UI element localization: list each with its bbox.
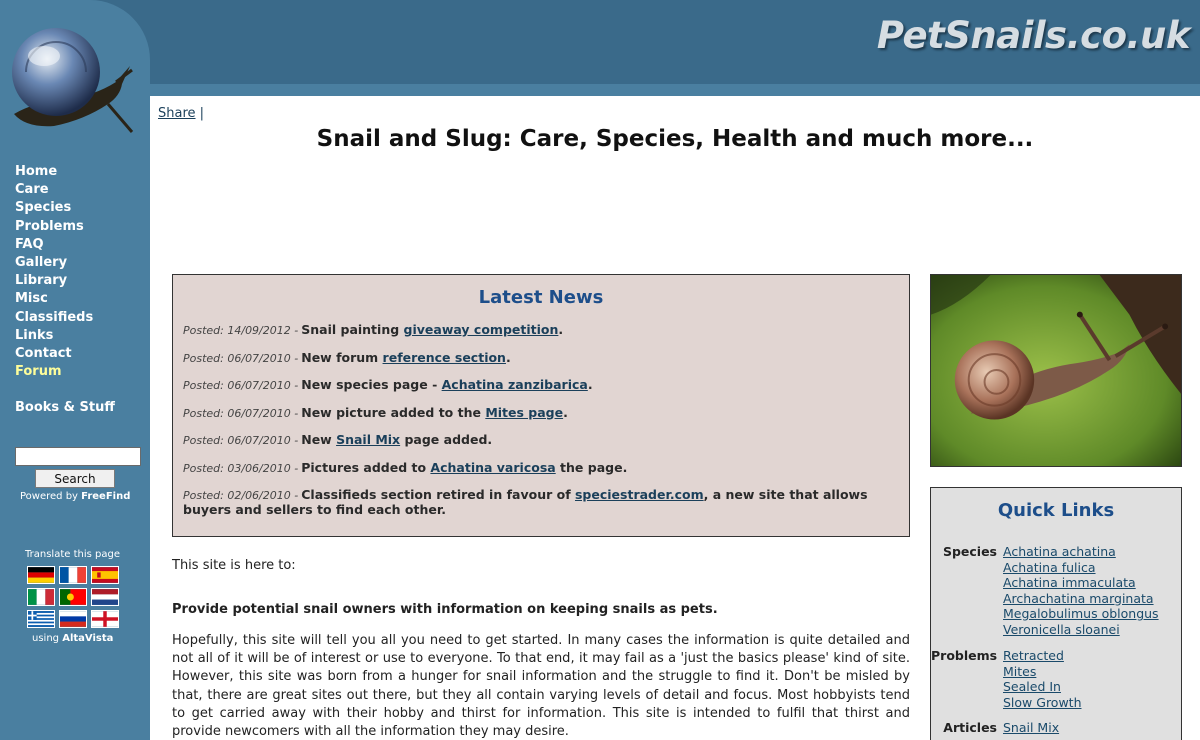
nav-faq[interactable]: FAQ bbox=[15, 236, 44, 252]
nav-links[interactable]: Links bbox=[15, 327, 54, 343]
quick-link-sealed-in[interactable]: Sealed In bbox=[1003, 679, 1061, 694]
quick-links-problems-label: Problems bbox=[931, 648, 998, 663]
news-list bbox=[183, 323, 901, 530]
page-title: Snail and Slug: Care, Species, Health and much more... bbox=[316, 126, 1034, 152]
quick-link-megalobulimus-oblongus[interactable]: Megalobulimus oblongus bbox=[1003, 606, 1159, 621]
quick-link-retracted[interactable]: Retracted bbox=[1003, 648, 1064, 663]
news-text: New species page - bbox=[301, 377, 442, 392]
quick-link-slow-growth[interactable]: Slow Growth bbox=[1003, 694, 1082, 710]
intro-paragraph: Hopefully, this site will tell you all you need to get started. In many cases the information is quite detailed and not all of it will be of interest or use to everyone. To that end, it may fail as a 'just the basics please' kind of site. However, this site was born from a hunger for snail information and the struggle to find it. Don't be misled by that, there are great sites out there, but they all contain varying levels of detail and focus. Most hobbyists tend to get carried away with their hobby and thirst for information. This site is intended to fulfil that thirst and provide newcomers with all the information they may desire. bbox=[172, 633, 910, 740]
nav-forum[interactable]: Forum bbox=[15, 364, 62, 380]
using-prefix: using bbox=[32, 633, 60, 644]
freefind-link[interactable]: FreeFind bbox=[81, 491, 131, 502]
nav-misc[interactable]: Misc bbox=[15, 291, 48, 307]
news-text-suffix: . bbox=[563, 404, 568, 420]
share-bar bbox=[158, 106, 204, 121]
nav-library[interactable]: Library bbox=[15, 273, 68, 289]
greek-flag-icon[interactable] bbox=[27, 610, 55, 628]
news-text: Snail painting bbox=[301, 322, 404, 337]
nav-care[interactable]: Care bbox=[15, 182, 49, 198]
quick-links-problems bbox=[931, 648, 1183, 710]
snail-photo bbox=[930, 274, 1182, 467]
news-posted-date: Posted: 06/07/2010 - bbox=[183, 434, 299, 447]
nav-home[interactable]: Home bbox=[15, 164, 58, 179]
quick-links-box bbox=[930, 487, 1182, 740]
news-link[interactable]: Snail Mix bbox=[336, 432, 401, 447]
nav-gallery[interactable]: Gallery bbox=[15, 255, 68, 271]
news-text-suffix: . bbox=[558, 322, 564, 337]
quick-links-heading: Quick Links bbox=[997, 500, 1115, 521]
spanish-flag-icon[interactable] bbox=[91, 566, 119, 584]
news-text-suffix: . bbox=[587, 377, 593, 392]
news-text: New forum bbox=[301, 349, 383, 365]
search-input[interactable] bbox=[15, 447, 141, 466]
news-posted-date: Posted: 03/06/2010 - bbox=[183, 461, 299, 475]
powered-by bbox=[20, 491, 130, 502]
portuguese-flag-icon[interactable] bbox=[59, 588, 87, 606]
snail-logo[interactable] bbox=[4, 22, 136, 140]
quick-link-mites[interactable]: Mites bbox=[1003, 663, 1037, 679]
site-title: PetSnails.co.uk bbox=[876, 14, 1190, 57]
news-item bbox=[183, 323, 901, 338]
news-text: Classifieds section retired in favour of bbox=[301, 487, 575, 502]
quick-link-snail-mix[interactable]: Snail Mix bbox=[1003, 720, 1060, 735]
news-posted-date: Posted: 02/06/2010 - bbox=[183, 489, 299, 502]
quick-links-species-label: Species bbox=[942, 544, 997, 559]
news-link[interactable]: Achatina varicosa bbox=[430, 459, 556, 475]
share-link[interactable]: Share bbox=[158, 106, 196, 121]
italian-flag-icon[interactable] bbox=[27, 588, 55, 606]
nav-species[interactable]: Species bbox=[15, 200, 72, 216]
nav-classifieds[interactable]: Classifieds bbox=[15, 309, 94, 325]
news-item bbox=[183, 461, 901, 476]
main-nav bbox=[15, 163, 93, 381]
news-link[interactable]: Mites page bbox=[485, 404, 564, 420]
news-item bbox=[183, 433, 901, 448]
mission-statement: Provide potential snail owners with information on keeping snails as pets. bbox=[172, 602, 718, 617]
nav-problems[interactable]: Problems bbox=[15, 218, 84, 234]
news-item bbox=[183, 351, 901, 366]
news-posted-date: Posted: 06/07/2010 - bbox=[183, 406, 299, 420]
powered-by-prefix: Powered by bbox=[20, 491, 78, 502]
german-flag-icon[interactable] bbox=[27, 566, 55, 584]
nav-contact[interactable]: Contact bbox=[15, 346, 72, 362]
news-text-suffix: . bbox=[505, 349, 511, 365]
news-item bbox=[183, 378, 901, 393]
intro-text: This site is here to: bbox=[172, 558, 296, 573]
news-text: Pictures added to bbox=[301, 459, 431, 475]
quick-links-articles bbox=[931, 720, 1183, 736]
sidebar bbox=[0, 0, 150, 740]
russian-flag-icon[interactable] bbox=[59, 610, 87, 628]
nav-books-and-stuff[interactable]: Books & Stuff bbox=[15, 400, 115, 415]
quick-links-species bbox=[931, 544, 1183, 637]
main-content bbox=[150, 96, 1200, 740]
english-flag-icon[interactable] bbox=[91, 610, 119, 628]
altavista-link[interactable]: AltaVista bbox=[62, 633, 114, 644]
quick-link-archachatina-marginata[interactable]: Archachatina marginata bbox=[1003, 590, 1154, 606]
news-text: New picture added to the bbox=[301, 404, 486, 420]
latest-news-box bbox=[172, 274, 910, 537]
translate-flags bbox=[27, 566, 122, 628]
news-text-suffix: the page. bbox=[555, 459, 628, 475]
news-link[interactable]: reference section bbox=[382, 349, 506, 365]
news-posted-date: Posted: 14/09/2012 - bbox=[183, 324, 299, 337]
translate-label: Translate this page bbox=[25, 549, 120, 560]
header-strip bbox=[0, 84, 1200, 96]
share-separator: | bbox=[199, 106, 205, 121]
translate-using bbox=[32, 633, 113, 644]
news-text-suffix: page added. bbox=[400, 432, 493, 447]
search-button[interactable]: Search bbox=[35, 469, 115, 488]
news-text-suffix: , a new site that allows buyers and sellers to find each other. bbox=[183, 487, 868, 517]
news-posted-date: Posted: 06/07/2010 - bbox=[183, 379, 299, 392]
news-link[interactable]: giveaway competition bbox=[403, 322, 559, 337]
news-link[interactable]: Achatina zanzibarica bbox=[441, 377, 588, 392]
news-link[interactable]: speciestrader.com bbox=[574, 487, 704, 502]
dutch-flag-icon[interactable] bbox=[91, 588, 119, 606]
french-flag-icon[interactable] bbox=[59, 566, 87, 584]
news-posted-date: Posted: 06/07/2010 - bbox=[183, 351, 299, 365]
news-text: New bbox=[301, 432, 337, 447]
quick-link-achatina-immaculata[interactable]: Achatina immaculata bbox=[1003, 575, 1136, 590]
news-item bbox=[183, 406, 901, 421]
latest-news-heading: Latest News bbox=[478, 287, 604, 308]
news-item bbox=[183, 488, 901, 517]
quick-link-achatina-achatina[interactable]: Achatina achatina bbox=[1003, 544, 1116, 559]
quick-link-veronicella-sloanei[interactable]: Veronicella sloanei bbox=[1003, 621, 1120, 637]
quick-links-articles-label: Articles bbox=[943, 720, 997, 735]
quick-link-achatina-fulica[interactable]: Achatina fulica bbox=[1003, 559, 1096, 575]
